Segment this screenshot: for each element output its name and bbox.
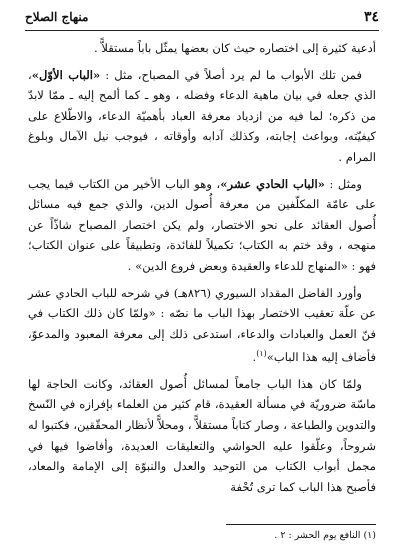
paragraph [28,374,376,498]
text-run: فمن تلك الأبواب ما لم يرد أصلاً في المصباح، مثل : [100,67,362,82]
header-rule [25,30,379,31]
page-number: ٣٤ [363,9,379,25]
text-run: ، الذي جعله في بيان ماهية الدعاء وفضله ، وهو ـ كما ألمح إليه ـ ممّا لابدّ من ذكره؛ لما فيه من ازدياد معرفة العباد بأهميّة الدعاء، والاطّلاع على كيفيّته، وبواعث إجابته، وكذلك آدابه وأوقاته ، فيوجب نيل الآمال وبلوغ المرام . [28,67,376,164]
text-run: ولمّا كان هذا الباب جامعاً لمسائل أُصول العقائد، وكانت الحاجة لها ماسّة ضروريّة في مسألة العقيدة، قام كثير من العلماء بإفرازه في النّسخ والتدوين والطباعة ، وصار كتاباً مستقلاًّ ، ومحلاًّ لأنظار المحقّقين، فكتبوا له شروحاً، وعلّقوا عليه الحواشي والتعليقات العديدة، وأفاضوا فيها في مجمل أبواب الكتاب من التوحيد والعدل والنبوّة إلى الإمامة والمعاد، فأصبح هذا الباب كما ترى تُحْفة [28,376,376,494]
text-run: وأورد الفاضل المقداد السيوري (٨٢٦هـ) في شرحه للباب الحادي عشر عن علّة تعقيب الاختصار بهذا الباب ما نصّه : «ولمّا كان ذلك الكتاب في فنّ العمل والعبادات والدعاء، استدعى ذلك إلى معرفة المعبود والمدعوّ، فأضاف إليه هذا الباب» [28,285,376,365]
paragraph [28,65,376,168]
bold-keyword: «الباب الحادي عشر» [220,176,325,191]
paragraph [28,283,376,368]
footnote: (١) النافع يوم الحشر : ٢ . [274,530,376,541]
footnote-rule [226,524,376,525]
running-title: منهاج الصلاح [25,10,89,24]
paragraph [28,174,376,277]
text-run: . [252,350,257,365]
text-run: ، وهو الباب الأخير من الكتاب فيما يجب على عامّة المكلّفين من معرفة أُصول الدين، والذي جمع فيه مسائل أُصول العقائد على نحو الاختصار، ولم يكن اختصار المصباح شاذّاً عن منهجه ، وقد ختم به الكتاب؛ تكميلاً للفائدة، وتطبيقاً على عنوان الكتاب؛ فهو : «المنهاج للدعاء والعقيدة وبعض فروع الدين» . [28,176,376,273]
body-text [28,38,376,503]
footnote-marker: (١) [256,349,267,359]
paragraph [28,38,376,59]
text-run: أدعية كثيرة إلى اختصاره حيث كان بعضها يمثّل باباً مستقلاًّ . [93,41,376,55]
bold-keyword: «الباب الأوّل» [31,67,101,82]
page-header [25,7,379,27]
text-run: ومثل : [324,176,363,191]
